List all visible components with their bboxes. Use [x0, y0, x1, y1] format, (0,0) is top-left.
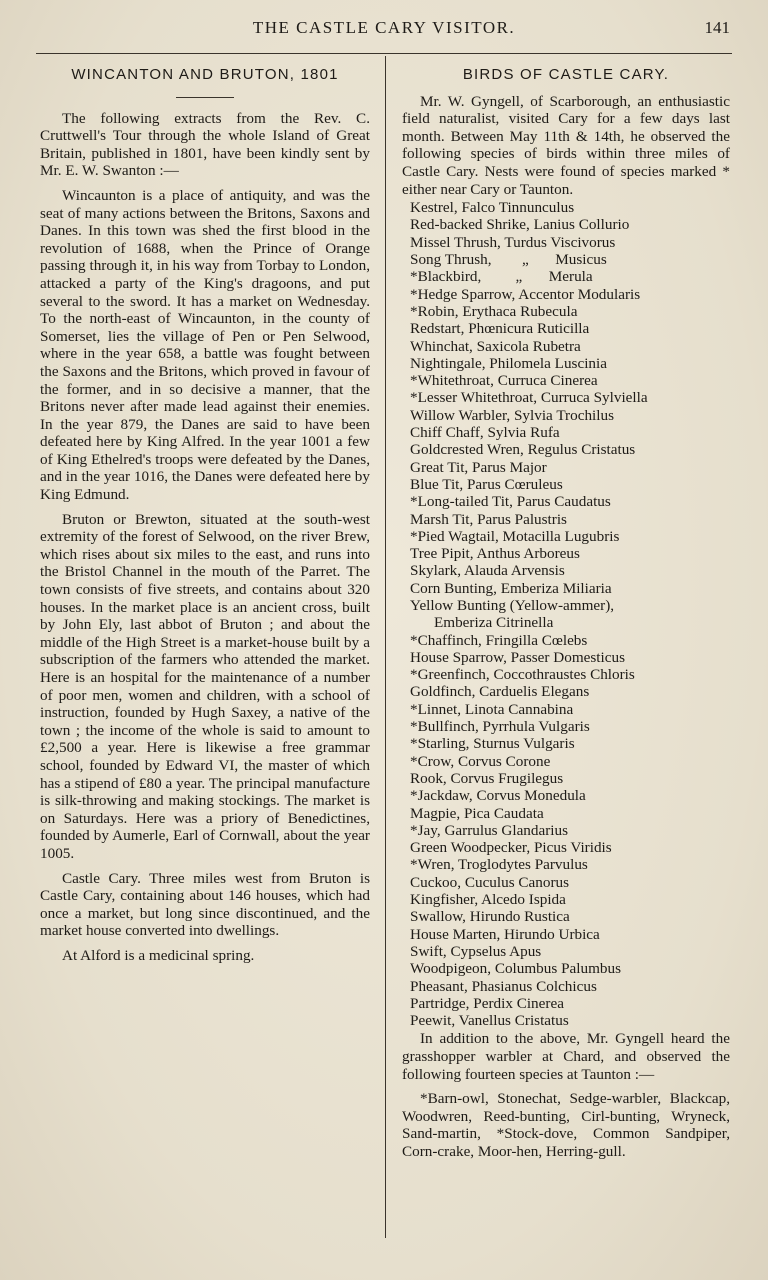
- bird-list-item: Rook, Corvus Frugilegus: [410, 769, 564, 787]
- bird-list-item: Great Tit, Parus Major: [410, 458, 547, 476]
- running-head: [0, 18, 768, 42]
- bird-list-item: *Crow, Corvus Corone: [410, 752, 551, 770]
- bird-list-item: Marsh Tit, Parus Palustris: [410, 510, 567, 528]
- bird-list-item: *Blackbird, „ Merula: [410, 268, 593, 286]
- bird-list-item: Missel Thrush, Turdus Viscivorus: [410, 233, 616, 251]
- bird-list-item: Red-backed Shrike, Lanius Collurio: [410, 216, 630, 234]
- bird-list-item: Nightingale, Philomela Luscinia: [410, 354, 607, 372]
- bird-list-item: House Marten, Hirundo Urbica: [410, 925, 600, 943]
- bird-list-item: Kestrel, Falco Tinnunculus: [410, 199, 575, 217]
- right-column: [402, 62, 730, 1161]
- bird-list: [402, 199, 730, 1029]
- bird-list-item: Cuckoo, Cuculus Canorus: [410, 873, 570, 891]
- bird-list-item: Woodpigeon, Columbus Palumbus: [410, 960, 621, 978]
- page-number: 141: [704, 18, 730, 37]
- bird-list-item: Redstart, Phœnicura Ruticilla: [410, 320, 590, 338]
- bird-list-item: Willow Warbler, Sylvia Trochilus: [410, 406, 614, 424]
- bird-list-item: Partridge, Perdix Cinerea: [410, 994, 564, 1012]
- article-heading-wincanton: WINCANTON AND BRUTON, 1801: [71, 66, 339, 83]
- bird-list-item: *Starling, Sturnus Vulgaris: [410, 735, 575, 753]
- bird-list-item: *Wren, Troglodytes Parvulus: [410, 856, 588, 874]
- bird-list-item: Swift, Cypselus Apus: [410, 942, 542, 960]
- bird-list-item: Blue Tit, Parus Cœruleus: [410, 475, 563, 493]
- bird-list-item: House Sparrow, Passer Domesticus: [410, 648, 625, 666]
- bird-list-item: *Long-tailed Tit, Parus Caudatus: [410, 493, 611, 511]
- paragraph-addition: In addition to the above, Mr. Gyngell heard the grasshopper warbler at Chard, and observed the following fourteen species at Taunton :—: [402, 1030, 730, 1083]
- paragraph-intro: The following extracts from the Rev. C. Cruttwell's Tour through the whole Island of Great Britain, published in 1801, have been kindly sent by Mr. E. W. Swanton :—: [40, 109, 370, 180]
- bird-list-item: Chiff Chaff, Sylvia Rufa: [410, 424, 560, 442]
- bird-list-item: Pheasant, Phasianus Colchicus: [410, 977, 597, 995]
- bird-list-item: *Greenfinch, Coccothraustes Chloris: [410, 666, 635, 684]
- bird-list-item: Yellow Bunting (Yellow-ammer),: [410, 596, 615, 614]
- paragraph-birds-intro: Mr. W. Gyngell, of Scarborough, an enthusiastic field naturalist, visited Cary for a few days last month. Between May 11th & 14th, he observed the following species of birds within three miles of Castle Cary. Nests were found of species marked * either near Cary or Taunton.: [402, 92, 730, 198]
- bird-list-item: *Bullfinch, Pyrrhula Vulgaris: [410, 718, 590, 736]
- paragraph-wincaunton: Wincaunton is a place of antiquity, and was the seat of many actions between the Britons, Saxons and Danes. In this town was shed the first blood in the revolution of 1688, when the Prince of Orange passing through it, in his way from Torbay to London, attacked a party of the King's dragoons, and put several to the sword. It has a market on Wednesday. To the north-east of Wincaunton, in the county of Somerset, lies the village of Pen or Pen Selwood, where in the year 658, a battle was fought between the Saxons and the Britons, which proved in favour of the former, and in so decisive a manner, that the Britons never after made lead against their enemies. In the year 879, the Danes are said to have been defeated here by King Alfred. In the year 1001 a few of King Ethelred's troops were defeated by the Danes, and in the year 1016, the Danes were defeated here by King Edmund.: [40, 186, 370, 504]
- bird-list-item: Peewit, Vanellus Cristatus: [410, 1012, 569, 1030]
- bird-list-item: *Jay, Garrulus Glandarius: [410, 821, 569, 839]
- bird-list-item: Tree Pipit, Anthus Arboreus: [410, 545, 580, 563]
- paragraph-alford: At Alford is a medicinal spring.: [62, 946, 255, 964]
- heading-rule: [176, 97, 234, 98]
- bird-list-item: *Hedge Sparrow, Accentor Modularis: [410, 285, 641, 303]
- bird-list-item: Song Thrush, „ Musicus: [410, 251, 607, 269]
- paragraph-taunton-species: *Barn-owl, Stonechat, Sedge-warbler, Blackcap, Woodwren, Reed-bunting, Cirl-bunting, Wryneck, Sand-martin, *Stock-dove, Common Sandpiper, Corn-crake, Moor-hen, Herring-gull.: [402, 1090, 730, 1160]
- bird-list-item: Swallow, Hirundo Rustica: [410, 908, 570, 926]
- paragraph-castle-cary: Castle Cary. Three miles west from Bruton is Castle Cary, containing about 146 houses, which had once a market, but long since discontinued, and the market house converted into dwellings.: [40, 869, 370, 940]
- bird-list-item: Magpie, Pica Caudata: [410, 804, 544, 822]
- bird-list-item: *Chaffinch, Fringilla Cœlebs: [410, 631, 588, 649]
- bird-list-item: Goldfinch, Carduelis Elegans: [410, 683, 590, 701]
- header-rule: [36, 53, 732, 54]
- bird-list-item: Skylark, Alauda Arvensis: [410, 562, 565, 580]
- bird-list-item: *Linnet, Linota Cannabina: [410, 700, 574, 718]
- bird-list-item: *Jackdaw, Corvus Monedula: [410, 787, 586, 805]
- bird-list-item: *Whitethroat, Curruca Cinerea: [410, 372, 598, 390]
- bird-list-item: *Robin, Erythaca Rubecula: [410, 302, 578, 320]
- bird-list-item: Goldcrested Wren, Regulus Cristatus: [410, 441, 636, 459]
- bird-list-item: Whinchat, Saxicola Rubetra: [410, 337, 581, 355]
- bird-list-item: *Lesser Whitethroat, Curruca Sylviella: [410, 389, 648, 407]
- bird-list-item: Emberiza Citrinella: [434, 614, 554, 632]
- paragraph-bruton: Bruton or Brewton, situated at the south-west extremity of the forest of Selwood, on the river Brew, which rises about six miles to the east, and runs into the Bristol Channel in the mouth of the Parret. The town consists of five streets, and contains about 320 houses. In the market place is an ancient cross, built by John Ely, last abbot of Bruton ; and about the middle of the High Street is a market-house built by a subscription of the farmers who attended the market. Here is an hospital for the maintenance of a number of poor men, women and children, with a school of instruction, founded by Hugh Saxey, a native of the town ; the income of the whole is said to amount to £2,500 a year. Here is likewise a free grammar school, founded by Edward VI, the master of which has a stipend of £80 a year. The principal manufacture is silk-throwing and making stockings. The market is on Saturdays. Here was a priory of Benedictines, founded by Aumerle, Earl of Cornwall, about the year 1005.: [40, 510, 370, 862]
- bird-list-item: Green Woodpecker, Picus Viridis: [410, 839, 612, 857]
- left-column: [40, 62, 370, 965]
- bird-list-item: Corn Bunting, Emberiza Miliaria: [410, 579, 612, 597]
- column-divider: [385, 56, 386, 1238]
- article-heading-birds: BIRDS OF CASTLE CARY.: [462, 66, 670, 83]
- bird-list-item: *Pied Wagtail, Motacilla Lugubris: [410, 527, 620, 545]
- journal-title: THE CASTLE CARY VISITOR.: [252, 18, 516, 37]
- bird-list-item: Kingfisher, Alcedo Ispida: [410, 891, 566, 909]
